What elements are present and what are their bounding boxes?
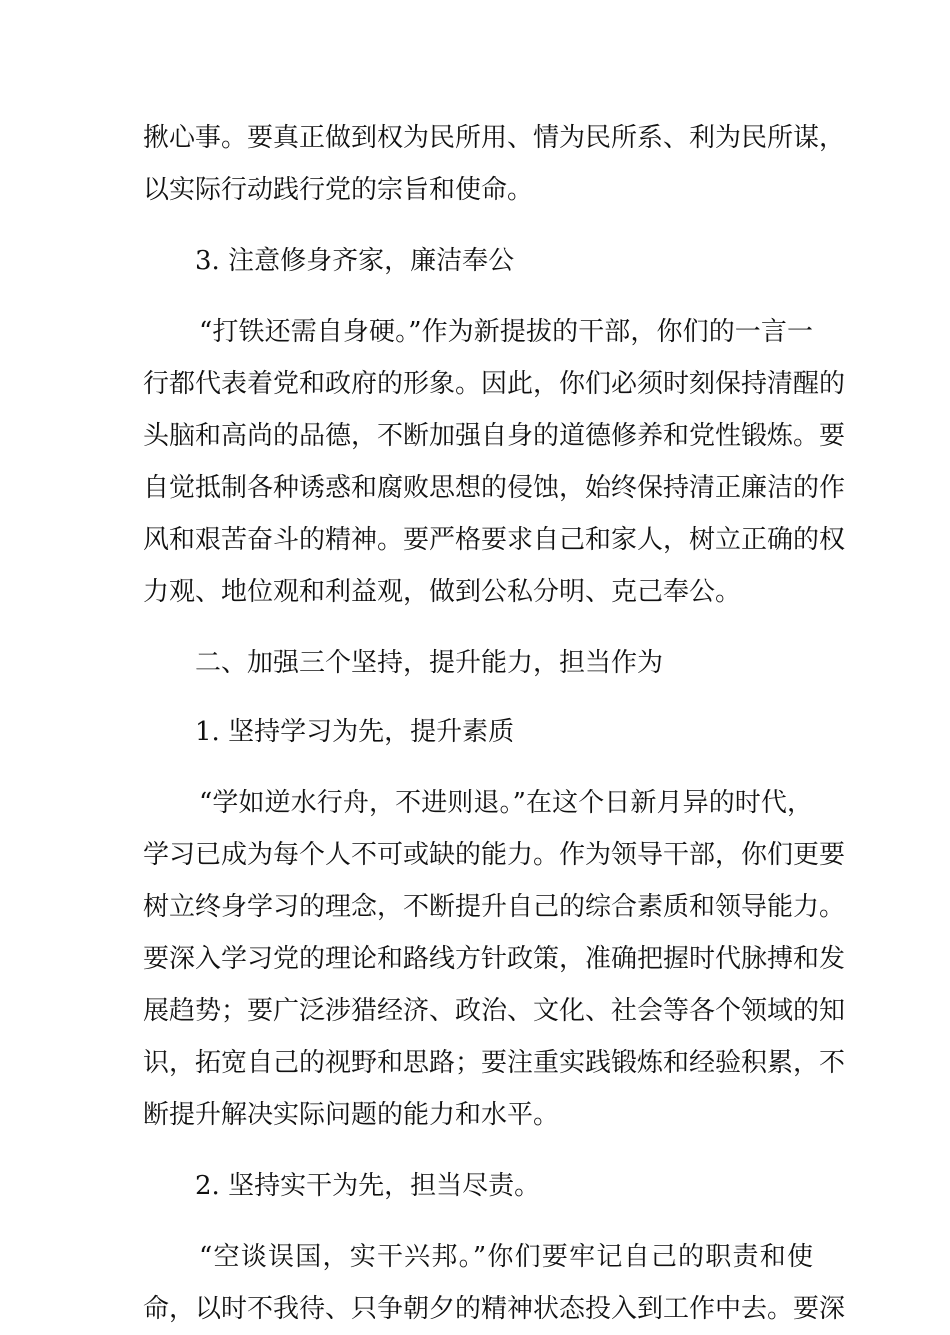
text-line: 学习已成为每个人不可或缺的能力。作为领导干部，你们更要 bbox=[143, 840, 846, 870]
subsection-heading: 2. 坚持实干为先，担当尽责。 bbox=[195, 1171, 541, 1201]
text-line: 揪心事。要真正做到权为民所用、情为民所系、利为民所谋， bbox=[143, 123, 846, 153]
text-line: 展趋势；要广泛涉猎经济、政治、文化、社会等各个领域的知 bbox=[143, 996, 846, 1026]
text-line: 风和艰苦奋斗的精神。要严格要求自己和家人，树立正确的权 bbox=[143, 525, 846, 555]
text-line: 命，以时不我待、只争朝夕的精神状态投入到工作中去。要深 bbox=[143, 1294, 846, 1324]
text-line: 识，拓宽自己的视野和思路；要注重实践锻炼和经验积累，不 bbox=[143, 1048, 846, 1078]
text-line: 要深入学习党的理论和路线方针政策，准确把握时代脉搏和发 bbox=[143, 944, 846, 974]
subsection-heading: 1. 坚持学习为先，提升素质 bbox=[195, 717, 515, 747]
text-line: 以实际行动践行党的宗旨和使命。 bbox=[143, 175, 534, 205]
text-line: “空谈误国，实干兴邦。”你们要牢记自己的职责和使 bbox=[199, 1242, 813, 1272]
subsection-heading: 3. 注意修身齐家，廉洁奉公 bbox=[195, 246, 515, 276]
text-line: 自觉抵制各种诱惑和腐败思想的侵蚀，始终保持清正廉洁的作 bbox=[143, 473, 846, 503]
text-line: 头脑和高尚的品德，不断加强自身的道德修养和党性锻炼。要 bbox=[143, 421, 846, 451]
text-line: “打铁还需自身硬。”作为新提拔的干部，你们的一言一 bbox=[199, 317, 813, 347]
paragraph bbox=[143, 1231, 846, 1335]
paragraph bbox=[143, 306, 846, 618]
document-body bbox=[143, 112, 846, 1335]
text-line: 树立终身学习的理念，不断提升自己的综合素质和领导能力。 bbox=[143, 892, 846, 922]
text-line: 行都代表着党和政府的形象。因此，你们必须时刻保持清醒的 bbox=[143, 369, 846, 399]
text-line: 力观、地位观和利益观，做到公私分明、克己奉公。 bbox=[143, 577, 742, 607]
paragraph bbox=[143, 777, 846, 1141]
text-line: 断提升解决实际问题的能力和水平。 bbox=[143, 1100, 560, 1130]
section-heading: 二、加强三个坚持，提升能力，担当作为 bbox=[195, 648, 664, 678]
text-line: “学如逆水行舟，不进则退。”在这个日新月异的时代， bbox=[199, 788, 813, 818]
paragraph bbox=[143, 112, 846, 216]
